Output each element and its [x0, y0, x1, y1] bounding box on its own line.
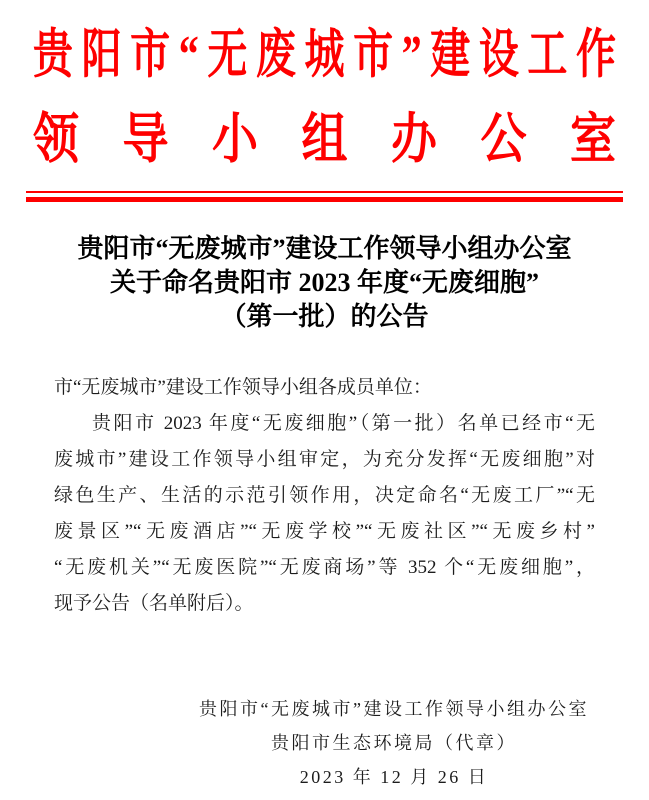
letterhead-line-1: 贵阳市“无废城市”建设工作: [33, 24, 616, 85]
salutation: 市“无废城市”建设工作领导小组各成员单位：: [54, 377, 432, 398]
body-paragraph-line: 废景区”“无废酒店”“无废学校”“无废社区”“无废乡村”: [54, 521, 595, 542]
body-paragraph: [54, 406, 595, 622]
document-title-line: 关于命名贵阳市 2023 年度“无废细胞”: [109, 268, 539, 297]
signature-date: 2023 年 12 月 26 日: [299, 767, 489, 787]
body-paragraph-line: 贵阳市 2023 年度“无废细胞”（第一批）名单已经市“无: [92, 413, 595, 434]
signature-block: [199, 692, 589, 794]
signature-agency: 贵阳市生态环境局（代章）: [271, 733, 517, 753]
letterhead-line-2: 领导小组办公室: [33, 109, 616, 170]
body-paragraph-line: 现予公告（名单附后）。: [54, 593, 254, 614]
separator-thin-rule: [26, 191, 623, 193]
body-paragraph-line: 绿色生产、生活的示范引领作用，决定命名“无废工厂”“无: [54, 485, 595, 506]
red-separator: [26, 191, 623, 202]
body-paragraph-line: “无废机关”“无废医院”“无废商场”等 352 个“无废细胞”，: [54, 557, 595, 578]
letterhead: [0, 0, 649, 168]
document-title: [0, 232, 649, 334]
document-title-line: （第一批）的公告: [220, 302, 429, 331]
separator-thick-rule: [26, 197, 623, 202]
document-body: [54, 370, 595, 622]
body-paragraph-line: 废城市”建设工作领导小组审定，为充分发挥“无废细胞”对: [54, 449, 595, 470]
document-title-line: 贵阳市“无废城市”建设工作领导小组办公室: [77, 234, 572, 263]
signature-org: 贵阳市“无废城市”建设工作领导小组办公室: [199, 699, 589, 719]
